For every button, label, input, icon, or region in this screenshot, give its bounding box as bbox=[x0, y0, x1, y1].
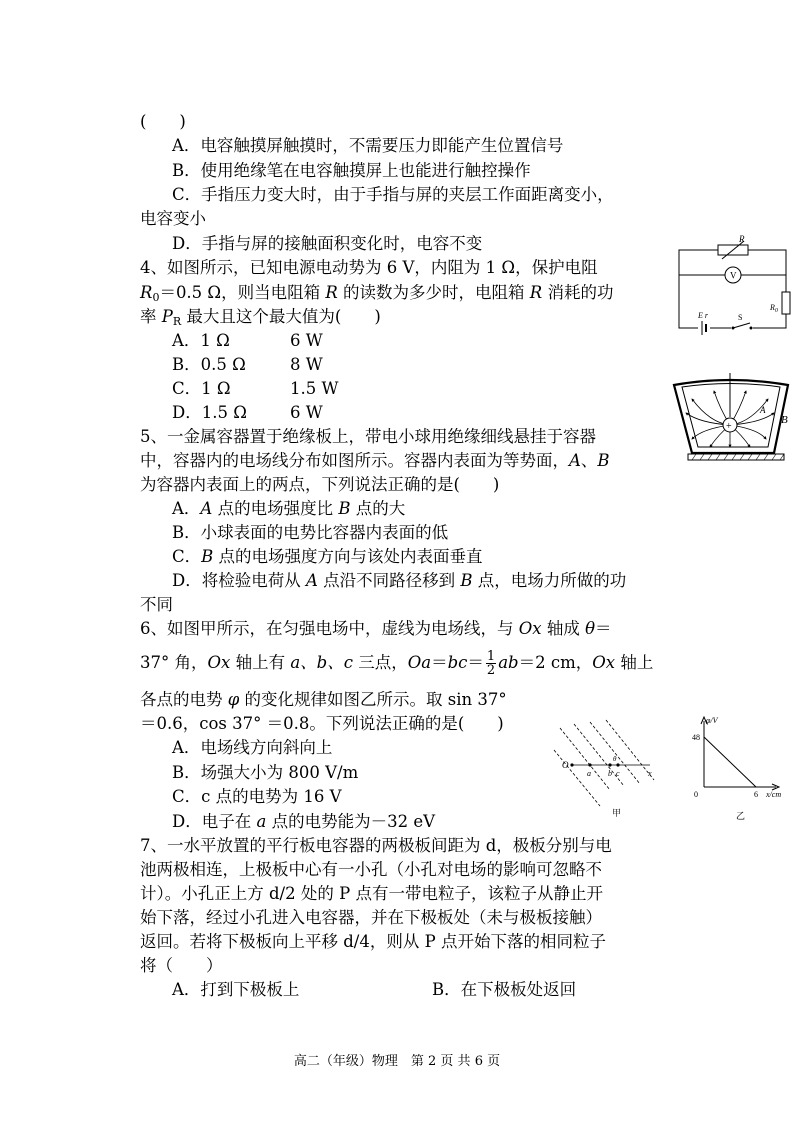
svg-text:E r: E r bbox=[698, 311, 708, 320]
q7-stem-line5: 返回。若将下极板向上平移 d/4，则从 P 点开始下落的相同粒子 bbox=[140, 932, 606, 951]
q6-option-d: D．电子在 a 点的电势能为－32 eV bbox=[172, 812, 435, 831]
q7-option-b: B．在下极板处返回 bbox=[432, 980, 577, 999]
svg-text:c: c bbox=[616, 769, 620, 778]
svg-text:乙: 乙 bbox=[736, 811, 746, 821]
q5-stem-line3: 为容器内表面上的两点，下列说法正确的是( ) bbox=[140, 475, 500, 494]
svg-text:R: R bbox=[739, 234, 745, 244]
svg-text:θ: θ bbox=[613, 755, 617, 763]
svg-text:A: A bbox=[760, 405, 766, 415]
q3-option-b: B．使用绝缘笔在电容触摸屏上也能进行触控操作 bbox=[172, 161, 531, 180]
svg-text:6: 6 bbox=[754, 790, 758, 799]
q7-stem-line2: 池两极相连，上极板中心有一小孔（小孔对电场的影响可忽略不 bbox=[140, 860, 602, 879]
resistor-r0-icon bbox=[782, 292, 790, 314]
q4-stem-line1: 4、如图所示，已知电源电动势为 6 V，内阻为 1 Ω，保护电阻 bbox=[140, 258, 598, 277]
q3-option-a: A．电容触摸屏触摸时，不需要压力即能产生位置信号 bbox=[172, 136, 564, 155]
q4-option-c: C．1 Ω 1.5 W bbox=[172, 379, 339, 398]
svg-text:R0: $R_0$ bbox=[770, 303, 778, 314]
svg-text:V: V bbox=[730, 270, 737, 281]
svg-text:0: 0 bbox=[694, 790, 698, 799]
q5-option-b: B．小球表面的电势比容器内表面的低 bbox=[172, 523, 449, 542]
q5-option-c: C．B 点的电场强度方向与该处内表面垂直 bbox=[172, 547, 483, 566]
svg-text:+: + bbox=[726, 421, 732, 432]
q7-stem-line6: 将（ ） bbox=[140, 956, 223, 975]
q4-circuit-diagram bbox=[676, 234, 790, 340]
q7-stem-line3: 计）。小孔正上方 d/2 处的 P 点有一带电粒子，该粒子从静止开 bbox=[140, 884, 603, 903]
q6-potential-graph-yi bbox=[690, 715, 790, 825]
page-footer: 高二（年级）物理 第 2 页 共 6 页 bbox=[293, 1054, 501, 1069]
q5-stem-line1: 5、一金属容器置于绝缘板上，带电小球用绝缘细线悬挂于容器 bbox=[140, 427, 596, 446]
svg-text:S: S bbox=[738, 313, 743, 322]
q5-option-d: D．将检验电荷从 A 点沿不同路径移到 B 点，电场力所做的功 bbox=[172, 571, 627, 590]
q6-option-b: B．场强大小为 800 V/m bbox=[172, 763, 359, 782]
insulating-plate bbox=[688, 454, 784, 460]
q6-option-a: A．电场线方向斜向上 bbox=[172, 738, 333, 757]
svg-text:x/cm: x/cm bbox=[766, 790, 782, 799]
svg-text:甲: 甲 bbox=[612, 808, 622, 818]
potential-line bbox=[704, 737, 756, 787]
q7-option-a: A．打到下极板上 bbox=[172, 980, 300, 999]
svg-text:B: B bbox=[781, 414, 788, 426]
q3-stem-tail: ( ) bbox=[140, 112, 186, 131]
svg-text:O: O bbox=[562, 760, 569, 770]
q3-option-c-cont: 电容变小 bbox=[140, 209, 206, 228]
q4-option-a: A．1 Ω 6 W bbox=[172, 331, 323, 350]
q4-option-b: B．0.5 Ω 8 W bbox=[172, 355, 323, 374]
q5-container-diagram bbox=[670, 373, 794, 465]
svg-text:a: a bbox=[587, 769, 591, 778]
q4-stem-line3: 率 $P_R$ 最大且这个最大值为( ) bbox=[140, 307, 381, 328]
q6-option-c: C．c 点的电势为 16 V bbox=[172, 787, 342, 806]
q6-stem-line2: 37° 角，Ox 轴上有 a、b、c 三点，Oa＝bc＝ $\frac{1}{2}$ ab＝2 cm，Ox 轴上 bbox=[140, 649, 654, 678]
q6-stem-line1: 6、如图甲所示，在匀强电场中，虚线为电场线，与 Ox 轴成 θ＝ bbox=[140, 619, 612, 638]
q3-option-c: C．手指压力变大时，由于手指与屏的夹层工作面距离变小， bbox=[172, 185, 614, 204]
q4-option-d: D．1.5 Ω 6 W bbox=[172, 403, 323, 422]
fraction-one-half: $\frac{1}{2}$ bbox=[486, 649, 496, 678]
svg-text:φ/V: φ/V bbox=[706, 716, 718, 725]
q5-stem-line2: 中，容器内的电场线分布如图所示。容器内表面为等势面，A、B bbox=[140, 451, 610, 470]
q6-stem-line3: 各点的电势 φ 的变化规律如图乙所示。取 sin 37° bbox=[140, 690, 507, 709]
q5-option-d-cont: 不同 bbox=[140, 595, 173, 614]
q7-stem-line1: 7、一水平放置的平行板电容器的两极板间距为 d，极板分别与电 bbox=[140, 836, 612, 855]
q7-stem-line4: 始下落，经过小孔进入电容器，并在下极板处（未与极板接触） bbox=[140, 908, 602, 927]
q5-option-a: A．A 点的电场强度比 B 点的大 bbox=[172, 499, 406, 518]
svg-text:x: x bbox=[648, 769, 652, 778]
q6-field-diagram-jia bbox=[550, 720, 660, 820]
q6-stem-line4: ＝0.6，cos 37° ＝0.8。下列说法正确的是( ) bbox=[140, 714, 504, 733]
q3-option-d: D．手指与屏的接触面积变化时，电容不变 bbox=[172, 234, 483, 253]
svg-text:b: b bbox=[608, 769, 612, 778]
q4-stem-line2: $R_0=0.5$ Ω，则当电阻箱 R 的读数为多少时，电阻箱 R 消耗的功 bbox=[140, 283, 614, 304]
svg-text:48: 48 bbox=[692, 733, 700, 742]
